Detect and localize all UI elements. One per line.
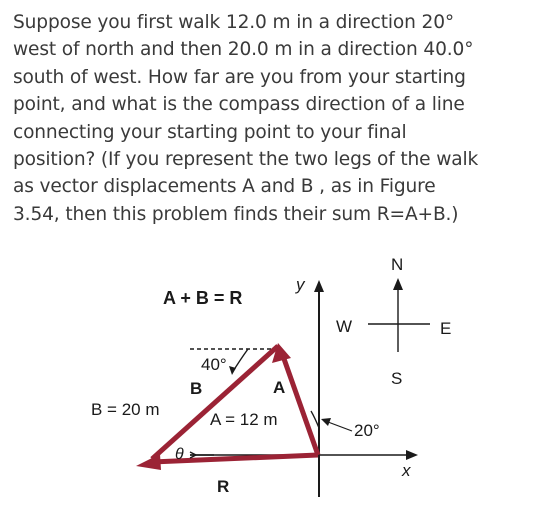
- angle-a-pointer-head: [321, 418, 331, 426]
- vector-a-shaft: [283, 356, 318, 455]
- problem-line: south of west. How far are you from your starting: [13, 66, 466, 88]
- y-axis-label: y: [296, 275, 305, 294]
- vector-r-arrowhead: [136, 454, 161, 470]
- equation-label: A + B = R: [163, 288, 243, 308]
- x-axis-arrowhead: [406, 450, 418, 460]
- angle-a-arc: [311, 411, 319, 428]
- vector-a-magnitude: A = 12 m: [210, 410, 278, 429]
- vector-b-magnitude: B = 20 m: [91, 400, 160, 419]
- vector-r-label: R: [217, 477, 230, 496]
- problem-line: point, and what is the compass direction of a line: [13, 94, 465, 116]
- problem-line: position? (If you represent the two legs of the walk: [13, 149, 479, 171]
- vector-a-label: A: [273, 378, 286, 397]
- angle-b-label: 40°: [201, 355, 227, 374]
- compass-east-label: E: [440, 319, 452, 338]
- x-axis-label: x: [402, 461, 411, 480]
- compass-north-label: N: [391, 255, 404, 274]
- angle-a-label: 20°: [354, 421, 380, 440]
- problem-line: Suppose you first walk 12.0 m in a direction 20°: [13, 12, 455, 33]
- compass-south-label: S: [391, 369, 403, 388]
- problem-line: as vector displacements A and B , as in Figure: [13, 176, 436, 198]
- compass-north-arrowhead: [393, 278, 403, 290]
- angle-a-pointer: [328, 422, 352, 431]
- problem-line: 3.54, then this problem finds their sum R=A+B.): [13, 203, 459, 225]
- compass-west-label: W: [336, 317, 353, 336]
- y-axis-arrowhead: [314, 280, 324, 292]
- problem-line: connecting your starting point to your final: [13, 121, 407, 143]
- vector-b-label: B: [190, 379, 203, 398]
- angle-r-label: θ: [175, 446, 184, 463]
- problem-line: west of north and then 20.0 m in a direction 40.0°: [13, 39, 474, 61]
